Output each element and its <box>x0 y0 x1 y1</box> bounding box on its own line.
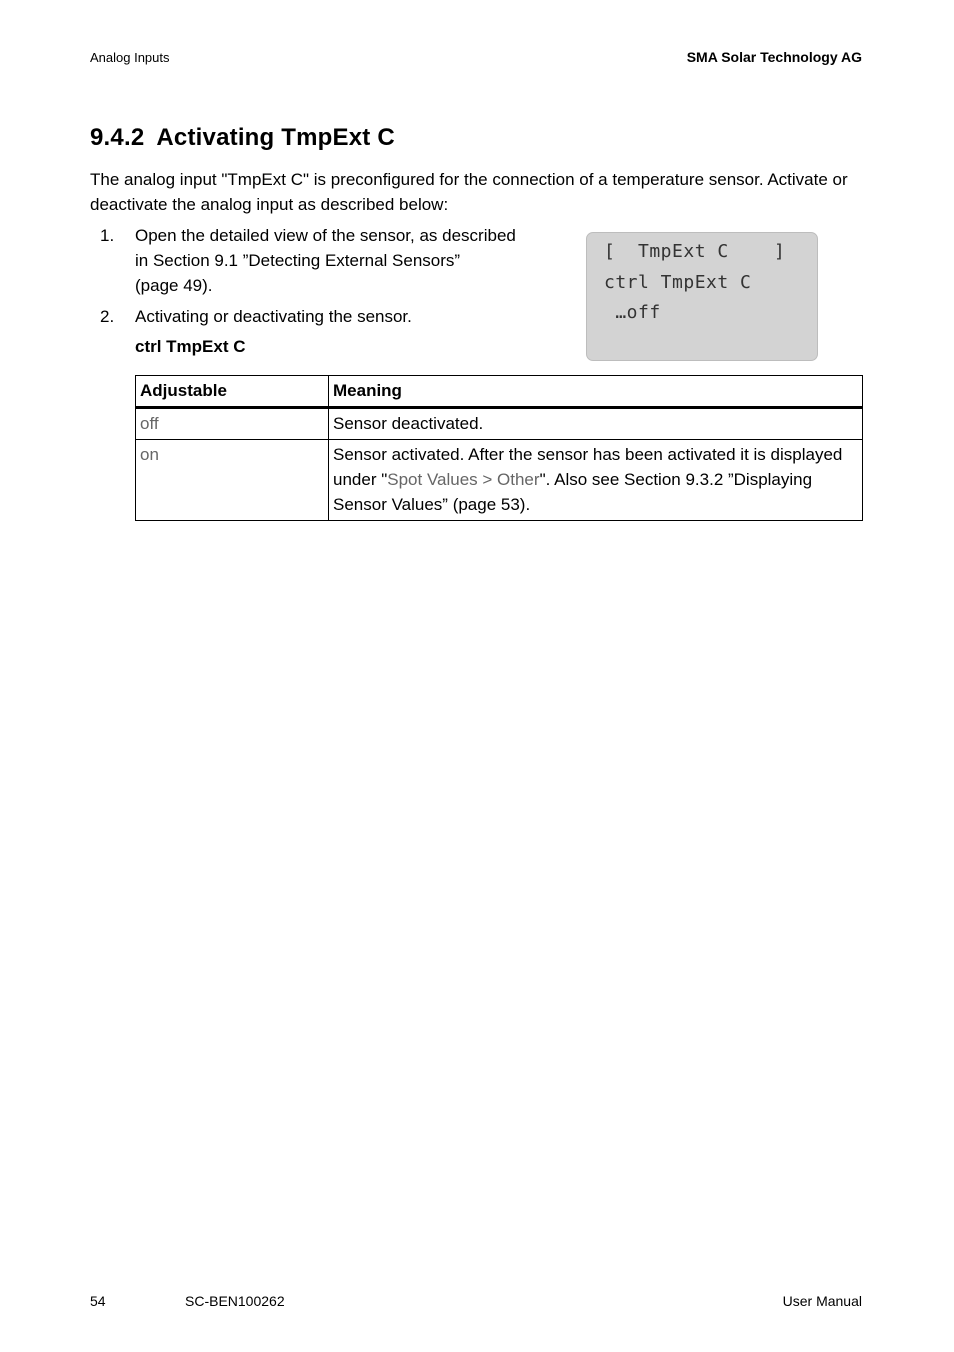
lcd-line-2: ctrl TmpExt C <box>604 272 752 293</box>
step-number: 2. <box>100 307 115 326</box>
lcd-display <box>586 232 818 361</box>
step-line: in Section 9.1 ”Detecting External Sensors” <box>135 251 461 270</box>
meaning-text: ". Also see Section 9.3.2 ”Displaying Sensor Values” (page 53). <box>333 470 813 514</box>
section-title-text: Activating TmpExt C <box>156 124 395 151</box>
adjustable-value: off <box>136 408 329 440</box>
column-header-adjustable: Adjustable <box>136 376 329 408</box>
step-line: (page 49). <box>135 276 213 295</box>
meaning-cell <box>329 440 863 521</box>
table-header-row <box>136 376 863 408</box>
intro-paragraph: The analog input "TmpExt C" is preconfigured for the connection of a temperature sensor. Activate or deactivate the analog input as described below: <box>90 170 848 214</box>
footer-doc-id: SC-BEN100262 <box>185 1293 285 1309</box>
step-line: Open the detailed view of the sensor, as described <box>135 226 516 245</box>
table-row <box>136 440 863 521</box>
step-text <box>135 223 516 298</box>
footer-doc-type: User Manual <box>782 1293 862 1309</box>
step-number: 1. <box>100 226 115 245</box>
footer-page-number: 54 <box>90 1293 106 1309</box>
lcd-line-3: …off <box>604 302 661 323</box>
section-number: 9.4.2 <box>90 124 145 151</box>
table-row <box>136 408 863 440</box>
meaning-cell: Sensor deactivated. <box>329 408 863 440</box>
menu-path: Spot Values > Other <box>387 470 540 489</box>
page-title <box>90 124 395 152</box>
header-company: SMA Solar Technology AG <box>686 49 862 65</box>
parameter-table <box>135 375 863 521</box>
adjustable-value: on <box>136 440 329 521</box>
header-section-name: Analog Inputs <box>90 50 170 65</box>
column-header-meaning: Meaning <box>329 376 863 408</box>
parameter-heading: ctrl TmpExt C <box>135 337 246 356</box>
lcd-line-1: [ TmpExt C ] <box>604 241 786 262</box>
step-text: Activating or deactivating the sensor. <box>135 307 412 326</box>
meaning-text: Sensor activated. After the sensor has been activated it is displayed under " <box>333 445 843 489</box>
